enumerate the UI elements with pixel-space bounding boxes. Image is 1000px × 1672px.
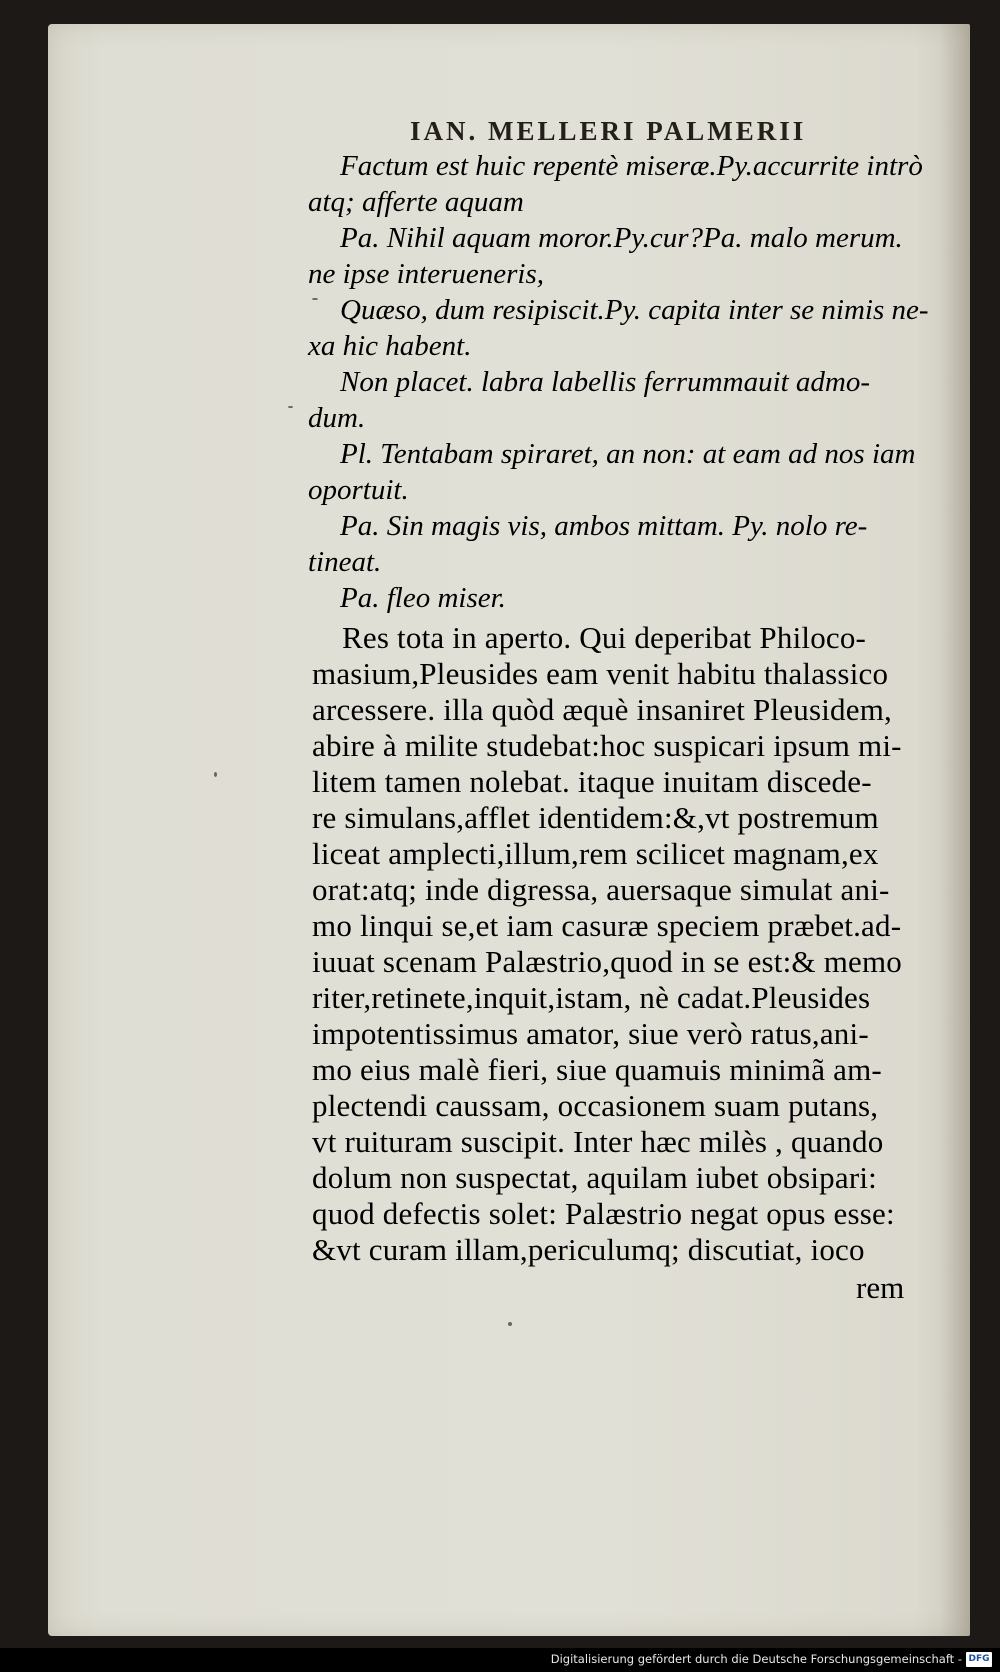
text-line: riter,retinete,inquit,istam, nè cadat.Pleusides <box>312 980 871 1015</box>
text-line: liceat amplecti,illum,rem scilicet magnam,ex <box>312 836 879 871</box>
text-line: Pa. Sin magis vis, ambos mittam. Py. nolo re- <box>340 510 868 542</box>
text-line: Pl. Tentabam spiraret, an non: at eam ad nos iam <box>340 438 916 470</box>
dfg-logo-icon: DFG <box>966 1652 992 1667</box>
text-line: masium,Pleusides eam venit habitu thalassico <box>312 656 889 691</box>
text-line: Factum est huic repentè miseræ.Py.accurrite intrò <box>340 150 923 182</box>
text-line: ne ipse interueneris, <box>308 258 544 290</box>
text-line: tineat. <box>308 546 382 578</box>
text-line: xa hic habent. <box>308 330 472 362</box>
footer-credit: Digitalisierung gefördert durch die Deutsche Forschungsgemeinschaft - <box>550 1652 962 1666</box>
text-line: re simulans,afflet identidem:&,vt postremum <box>312 800 879 835</box>
text-line: Res tota in aperto. Qui deperibat Philoco- <box>342 620 867 655</box>
running-head: IAN. MELLERI PALMERII <box>410 116 807 146</box>
text-line: mo linqui se,et iam casuræ speciem præbet.ad- <box>312 908 902 943</box>
text-line: impotentissimus amator, siue verò ratus,ani- <box>312 1016 869 1051</box>
text-line: plectendi caussam, occasionem suam putans, <box>312 1088 879 1123</box>
paper-speck <box>312 298 318 300</box>
text-line: mo eius malè fieri, siue quamuis minimã am- <box>312 1052 882 1087</box>
text-line: dolum non suspectat, aquilam iubet obsipari: <box>312 1160 877 1195</box>
text-line: abire à milite studebat:hoc suspicari ipsum mi- <box>312 728 902 763</box>
text-line: quod defectis solet: Palæstrio negat opus esse: <box>312 1196 895 1231</box>
text-line: &vt curam illam,periculumq; discutiat, ioco <box>312 1232 865 1267</box>
text-line: vt ruituram suscipit. Inter hæc milès , quando <box>312 1124 884 1159</box>
text-line: Non placet. labra labellis ferrummauit admo- <box>340 366 871 398</box>
text-line: arcessere. illa quòd æquè insaniret Pleusidem, <box>312 692 892 727</box>
text-line: Pa. fleo miser. <box>340 582 506 614</box>
paper-speck <box>288 406 293 408</box>
text-line: Pa. Nihil aquam moror.Py.cur?Pa. malo merum. <box>340 222 903 254</box>
digitization-footer <box>0 1648 1000 1672</box>
text-line: dum. <box>308 402 366 434</box>
text-line: litem tamen nolebat. itaque inuitam discede- <box>312 764 872 799</box>
paper-speck <box>214 772 217 777</box>
paper-speck <box>508 1322 512 1326</box>
page-edge-shadow <box>940 24 970 1636</box>
text-line: oportuit. <box>308 474 409 506</box>
text-line: orat:atq; inde digressa, auersaque simulat ani- <box>312 872 890 907</box>
text-line: iuuat scenam Palæstrio,quod in se est:& memo <box>312 944 902 979</box>
catchword: rem <box>856 1270 905 1305</box>
text-line: Quæso, dum resipiscit.Py. capita inter se nimis ne- <box>340 294 929 326</box>
text-line: atq; afferte aquam <box>308 186 524 218</box>
